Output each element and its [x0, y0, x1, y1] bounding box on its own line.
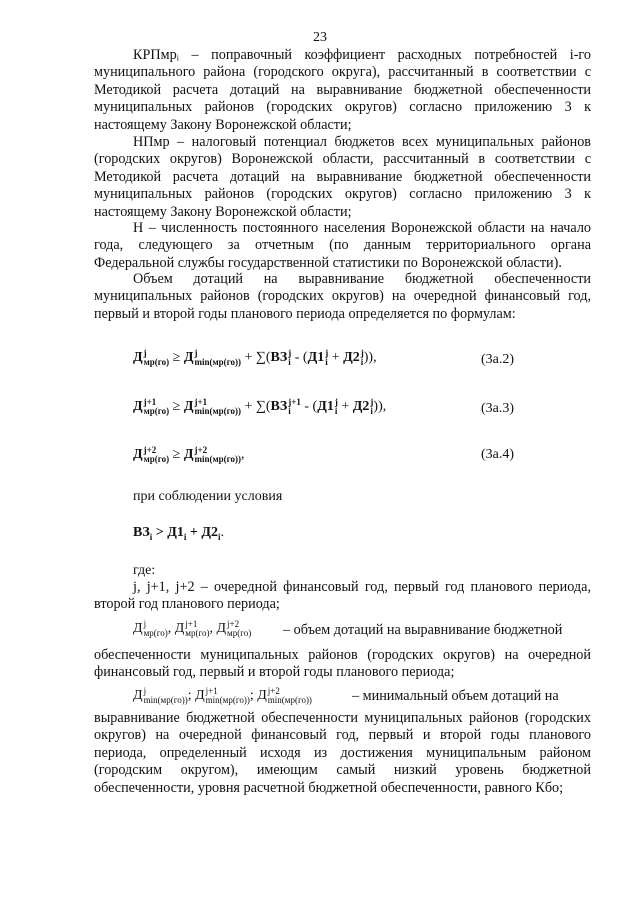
paragraph-volume: Объем дотаций на выравнивание бюджетной обеспеченности муниципальных районов (городских округов) на очередной финансовый год, первый и второй годы планового периода определяется по формулам:	[94, 271, 591, 322]
formula-number: (3а.2)	[481, 352, 515, 367]
paragraph-np: НПмр – налоговый потенциал бюджетов всех муниципальных районов (городских округов) Воронежской области, рассчитанный в соответствии с Методикой расчета дотаций на выравнивание бюджетной обеспеченности муниципальных районов (городских округов) согласно приложению 3 к настоящему Закону Воронежской области;	[94, 134, 591, 220]
paragraph-years: j, j+1, j+2 – очередной финансовый год, первый год планового периода, второй год планового периода;	[94, 579, 591, 613]
formula-3a2: Д j мр(го) ≥ Д j min(мр(го)) + ∑(ВЗ j i - (Д1 j i + Д2 j i )),	[133, 348, 377, 367]
paragraph-dmin-def: выравнивание бюджетной обеспеченности муниципальных районов (городских округов) на очередной финансовый год, первый и второй годы планового периода, определенный исходя из достижения муниципальным районом (городским округом), имеющим самый низкий уровень бюджетной обеспеченности, уровня расчетной бюджетной обеспеченности, равного Кбо;	[94, 710, 591, 796]
def-d-tail: – объем дотаций на выравнивание бюджетной	[283, 622, 563, 638]
formula-3a4: Д j+2 мр(го) ≥ Д j+2 min(мр(го)) ,	[133, 445, 245, 464]
paragraph-d-def: обеспеченности муниципальных районов (городских округов) на очередной финансовый год, первый и второй годы планового периода;	[94, 647, 591, 681]
formula-3a3: Д j+1 мр(го) ≥ Д j+1 min(мр(го)) + ∑(ВЗ j+1 i - (Д1 j i + Д2 j i )),	[133, 397, 387, 416]
where-label: где:	[133, 563, 156, 578]
condition-label: при соблюдении условия	[133, 489, 283, 504]
formula-condition: $ВЗ_i > Д1_i + Д2_i$.	[133, 525, 224, 542]
page-number: 23	[313, 30, 327, 45]
def-dmin-tail: – минимальный объем дотаций на	[352, 688, 559, 704]
paragraph-krp: КРПмрᵢ – поправочный коэффициент расходных потребностей i-го муниципального района (городского округа), рассчитанный в соответствии с Методикой расчета дотаций на выравнивание бюджетной обеспеченности муниципальных районов (городских округов) согласно приложению 3 к настоящему Закону Воронежской области;	[94, 47, 591, 133]
paragraph-n: Н – численность постоянного населения Воронежской области на начало года, следующего за отчетным (по данным территориального органа Федеральной службы государственной статистики по Воронежской области).	[94, 220, 591, 271]
formula-number: (3а.4)	[481, 447, 515, 462]
formula-number: (3а.3)	[481, 401, 515, 416]
formula-dmin-vars: Д j min(мр(го)) ; Д j+1 min(мр(го)) ; Д j+2 min(мр(го))	[133, 686, 312, 705]
formula-d-vars: Д j мр(го) , Д j+1 мр(го) , Д j+2 мр(го)	[133, 619, 252, 638]
